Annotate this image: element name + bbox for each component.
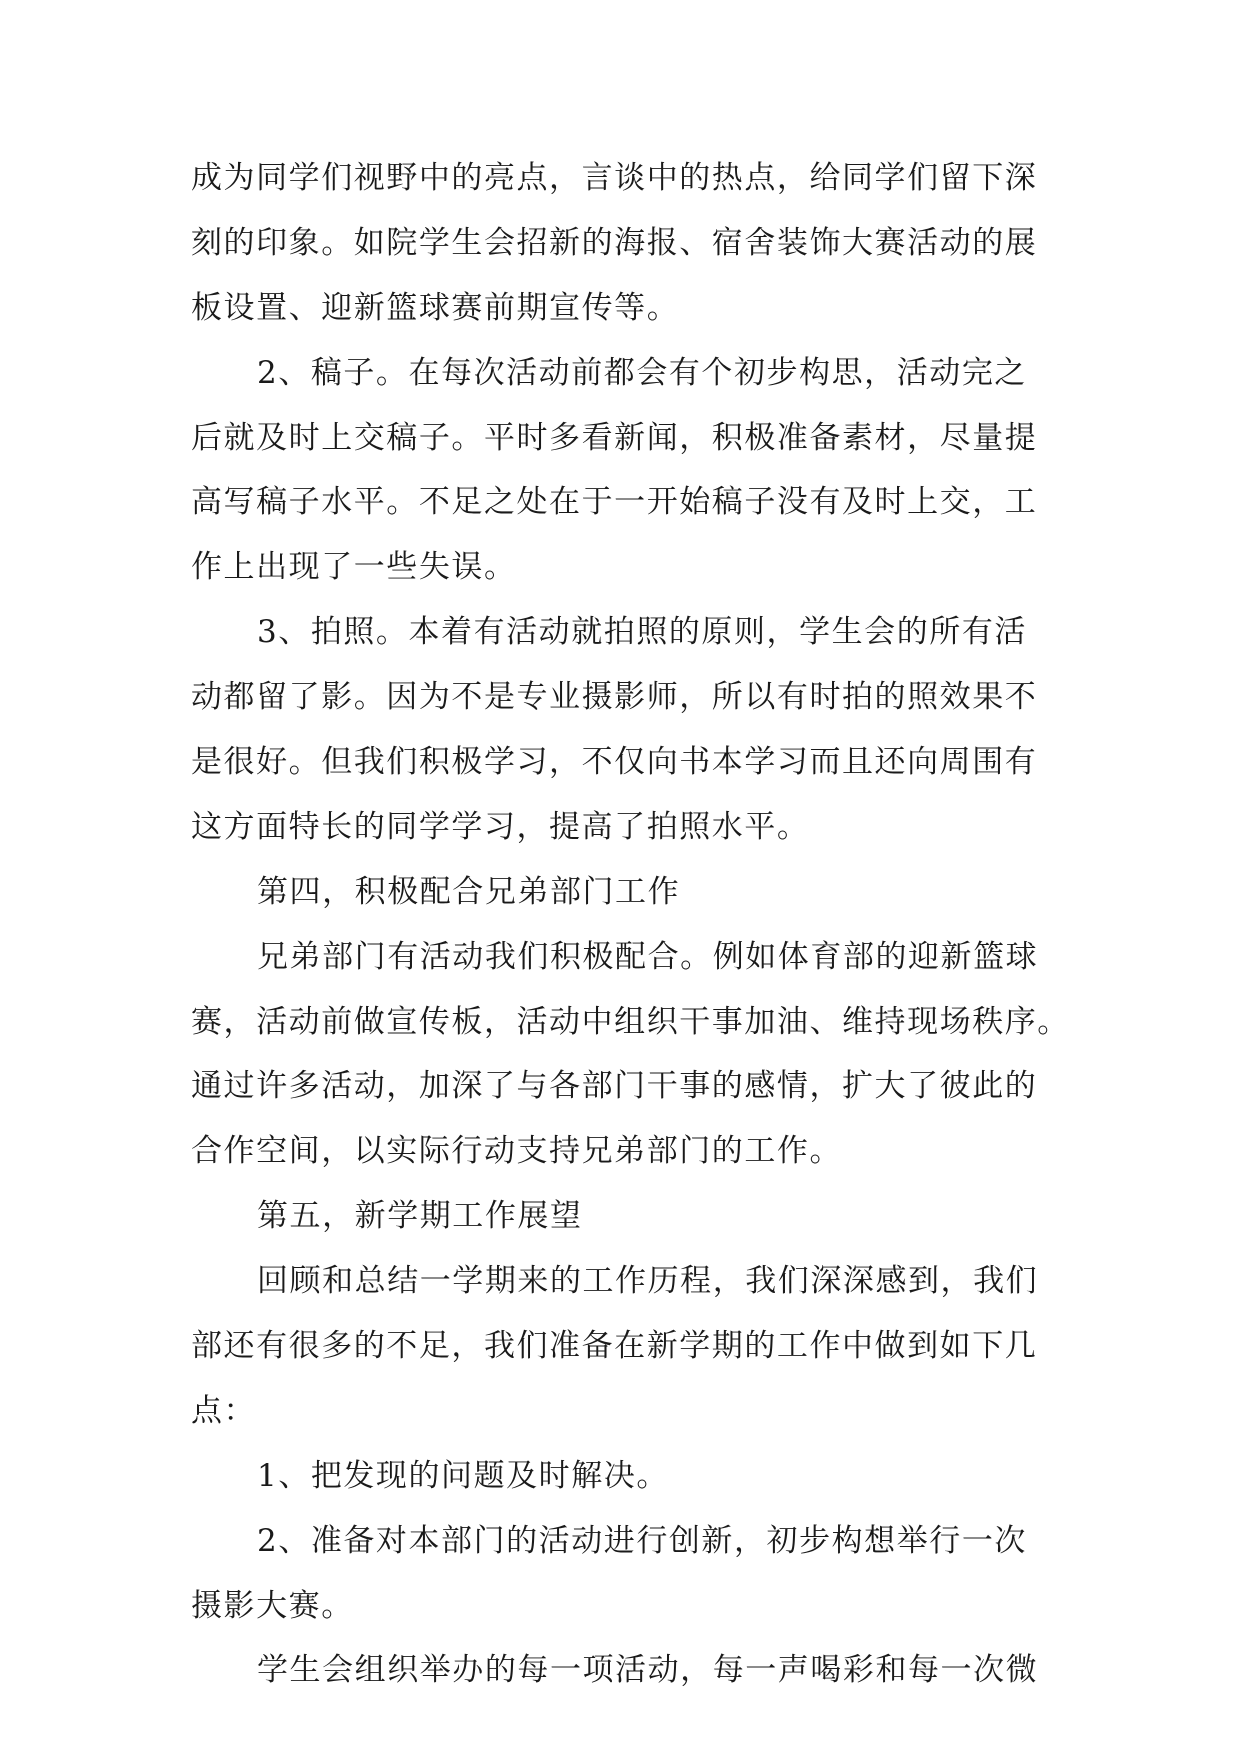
text-line: 合作空间，以实际行动支持兄弟部门的工作。 [191,1133,842,1170]
text-line: 后就及时上交稿子。平时多看新闻，积极准备素材，尽量提 [191,419,1038,456]
text-line: 赛，活动前做宣传板，活动中组织干事加油、维持现场秩序。 [191,1003,1070,1040]
text-line: 通过许多活动，加深了与各部门干事的感情，扩大了彼此的 [191,1068,1038,1105]
section-heading: 第五，新学期工作展望 [257,1198,583,1235]
text-line: 摄影大赛。 [191,1587,354,1624]
text-line: 2、稿子。在每次活动前都会有个初步构思，活动完之 [257,354,1027,391]
text-line: 动都留了影。因为不是专业摄影师，所以有时拍的照效果不 [191,679,1038,716]
text-line: 高写稿子水平。不足之处在于一开始稿子没有及时上交，工 [191,484,1038,521]
text-line: 回顾和总结一学期来的工作历程，我们深深感到，我们 [257,1263,1039,1300]
text-line: 3、拍照。本着有活动就拍照的原则，学生会的所有活 [257,614,1027,651]
text-line: 板设置、迎新篮球赛前期宣传等。 [191,289,680,326]
text-line: 这方面特长的同学学习，提高了拍照水平。 [191,808,810,845]
text-line: 作上出现了一些失误。 [191,549,517,586]
text-line: 部还有很多的不足，我们准备在新学期的工作中做到如下几 [191,1328,1038,1365]
text-line: 点： [191,1392,257,1429]
text-line: 学生会组织举办的每一项活动，每一声喝彩和每一次微 [257,1652,1039,1689]
text-line: 兄弟部门有活动我们积极配合。例如体育部的迎新篮球 [257,938,1039,975]
text-line: 成为同学们视野中的亮点，言谈中的热点，给同学们留下深 [191,160,1038,196]
section-heading: 第四，积极配合兄弟部门工作 [257,873,681,910]
text-line: 是很好。但我们积极学习，不仅向书本学习而且还向周围有 [191,744,1038,781]
text-line: 2、准备对本部门的活动进行创新，初步构想举行一次 [257,1522,1027,1559]
text-line: 1、把发现的问题及时解决。 [257,1457,669,1494]
text-line: 刻的印象。如院学生会招新的海报、宿舍装饰大赛活动的展 [191,224,1038,261]
document-body [191,146,1070,1703]
